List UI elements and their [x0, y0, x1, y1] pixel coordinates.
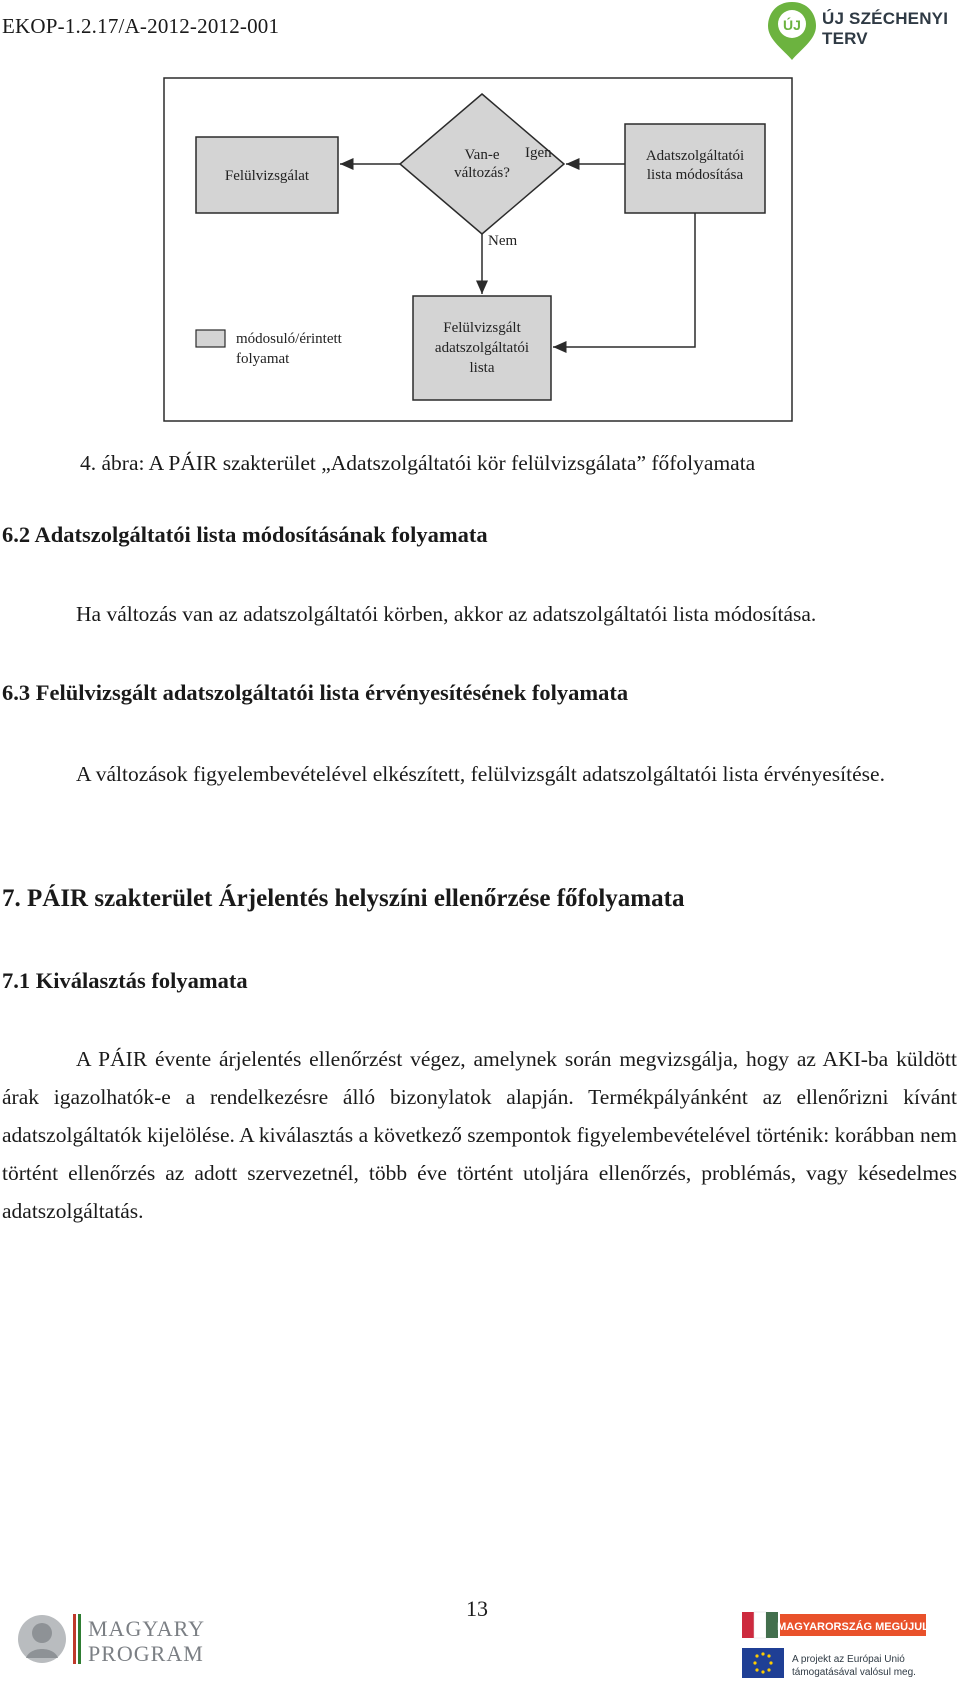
- uj-szechenyi-terv-logo: [762, 0, 958, 62]
- svg-text:ÚJ: ÚJ: [783, 17, 801, 33]
- section-7-heading: 7. PÁIR szakterület Árjelentés helyszíni ellenőrzése főfolyamata: [2, 885, 685, 912]
- diamond-label-line2: változás?: [454, 165, 510, 181]
- no-label: Nem: [488, 233, 518, 249]
- legend-label-line1: módosuló/érintett: [236, 331, 342, 347]
- page-number: 13: [466, 1596, 488, 1621]
- legend-swatch: [196, 330, 225, 347]
- svg-text:A projekt az Európai Unió: A projekt az Európai Unió: [792, 1654, 905, 1665]
- legend-label-line2: folyamat: [236, 351, 290, 367]
- box-reviewed-label-line3: lista: [469, 360, 495, 376]
- magyarorszag-megujul-logo: [740, 1610, 930, 1684]
- box-modify-label-line1: Adatszolgáltatói: [645, 148, 745, 164]
- yes-label: Igen: [525, 145, 552, 161]
- box-review-label: Felülvizsgálat: [224, 168, 310, 184]
- section-6-3-body: [2, 755, 957, 793]
- section-7-1-heading: 7.1 Kiválasztás folyamata: [2, 968, 248, 993]
- svg-text:MAGYARY: MAGYARY: [88, 1616, 206, 1641]
- logo-text: ÚJ SZÉCHENYI TERV: [822, 9, 949, 48]
- box-reviewed-label-line1: Felülvizsgált: [443, 320, 521, 336]
- section-6-3-heading: 6.3 Felülvizsgált adatszolgáltatói lista érvényesítésének folyamata: [2, 680, 629, 705]
- magyary-program-logo: [16, 1606, 216, 1672]
- box-modify-label-line2: lista módosítása: [646, 167, 744, 183]
- svg-text:MAGYARORSZÁG MEGÚJUL: MAGYARORSZÁG MEGÚJUL: [777, 1621, 929, 1633]
- section-6-2-body: Ha változás van az adatszolgáltatói körben, akkor az adatszolgáltatói lista módosítása.: [76, 602, 817, 626]
- section-6-3-text: A változások figyelembevételével elkészített, felülvizsgált adatszolgáltatói lista érvényesítése.: [76, 762, 885, 786]
- svg-text:támogatásával valósul meg.: támogatásával valósul meg.: [792, 1667, 916, 1678]
- box-reviewed-label-line2: adatszolgáltatói: [434, 340, 530, 356]
- diamond-label-line1: Van-e: [464, 147, 500, 163]
- document-code: EKOP-1.2.17/A-2012-2012-001: [2, 14, 280, 38]
- map-pin-icon: [762, 0, 822, 62]
- section-6-2-heading: 6.2 Adatszolgáltatói lista módosításának folyamata: [2, 522, 488, 547]
- figure-caption: 4. ábra: A PÁIR szakterület „Adatszolgáltatói kör felülvizsgálata” főfolyamata: [80, 451, 756, 475]
- svg-text:PROGRAM: PROGRAM: [88, 1641, 204, 1666]
- section-7-1-text: A PÁIR évente árjelentés ellenőrzést végez, amelynek során megvizsgálja, hogy az AKI-ba küldött árak igazolhatók-e a rendelkezésre álló bizonylatok alapján. Termékpályánként az ellenőrizni kívánt adatszolgáltatók kijelölése. A kiválasztás a következő szempontok figyelembevételével történik: korábban nem történt ellenőrzés az adott szervezetnél, több éve történt utoljára ellenőrzés, problémás, vagy késedelmes adatszolgáltatás.: [2, 1047, 957, 1223]
- section-7-1-body: [2, 1040, 957, 1230]
- flow-diagram: [163, 77, 793, 422]
